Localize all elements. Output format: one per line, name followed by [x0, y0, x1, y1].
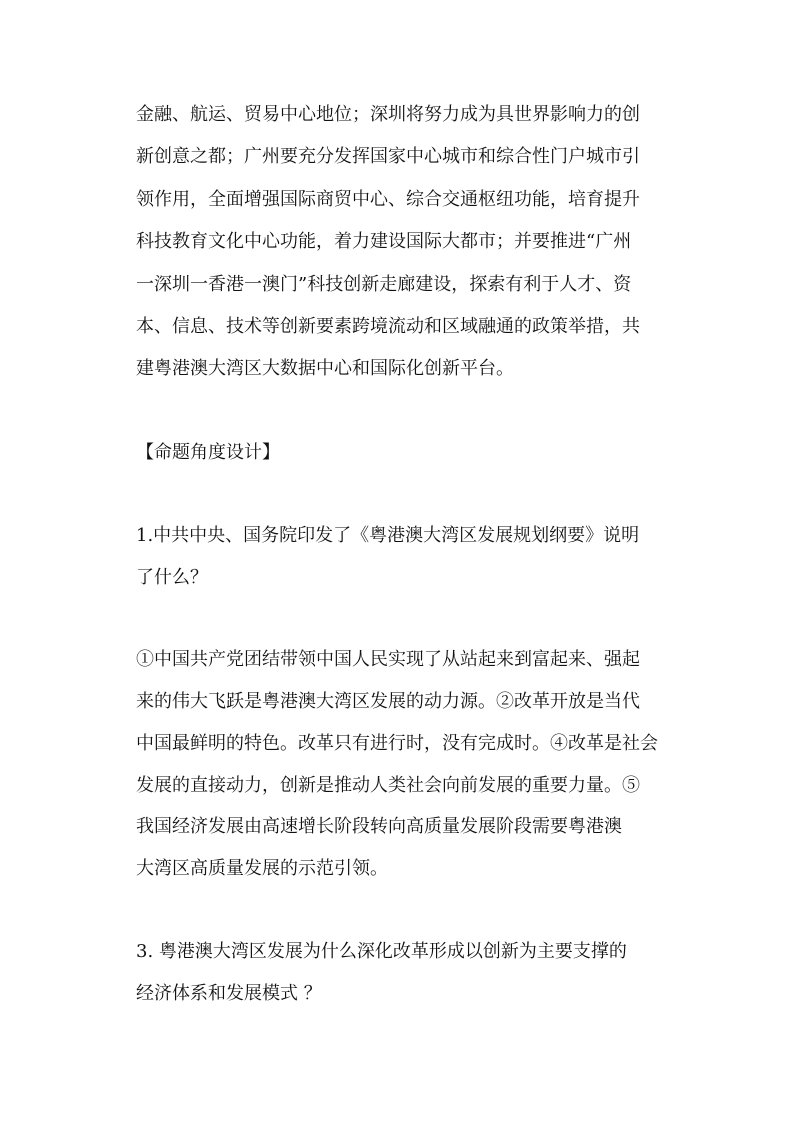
answer-line: ①中国共产党团结带领中国人民实现了从站起来到富起来、强起: [136, 649, 640, 670]
paragraph-line: 建粤港澳大湾区大数据中心和国际化创新平台。: [136, 358, 514, 379]
answer-line: 我国经济发展由高速增长阶段转向高质量发展阶段需要粤港澳: [136, 816, 622, 837]
question-line: 1.中共中央、国务院印发了《粤港澳大湾区发展规划纲要》说明: [136, 525, 640, 546]
answer-line: 发展的直接动力，创新是推动人类社会向前发展的重要力量。⑤: [136, 775, 640, 796]
answer-line: 中国最鲜明的特色。改革只有进行时，没有完成时。④改革是社会: [136, 733, 658, 754]
question-line: 3. 粤港澳大湾区发展为什么深化改革形成以创新为主要支撑的: [136, 941, 627, 962]
answer-line: 大湾区高质量发展的示范引领。: [136, 858, 388, 879]
answer-line: 来的伟大飞跃是粤港澳大湾区发展的动力源。②改革开放是当代: [136, 691, 640, 712]
paragraph-line: 新创意之都；广州要充分发挥国家中心城市和综合性门户城市引: [136, 146, 640, 167]
paragraph-line: 金融、航运、贸易中心地位；深圳将努力成为具世界影响力的创: [136, 104, 640, 125]
paragraph-line: 本、信息、技术等创新要素跨境流动和区域融通的政策举措，共: [136, 316, 640, 337]
question-line: 了什么？: [136, 567, 208, 588]
paragraph-line: 科技教育文化中心功能，着力建设国际大都市；并要推进“广州: [136, 231, 632, 252]
question-line: 经济体系和发展模式 ？: [136, 983, 322, 1004]
section-heading: 【命题角度设计】: [136, 442, 280, 463]
paragraph-line: 领作用，全面增强国际商贸中心、综合交通枢纽功能，培育提升: [136, 189, 640, 210]
paragraph-line: 一深圳一香港一澳门”科技创新走廊建设，探索有利于人才、资: [136, 274, 632, 295]
